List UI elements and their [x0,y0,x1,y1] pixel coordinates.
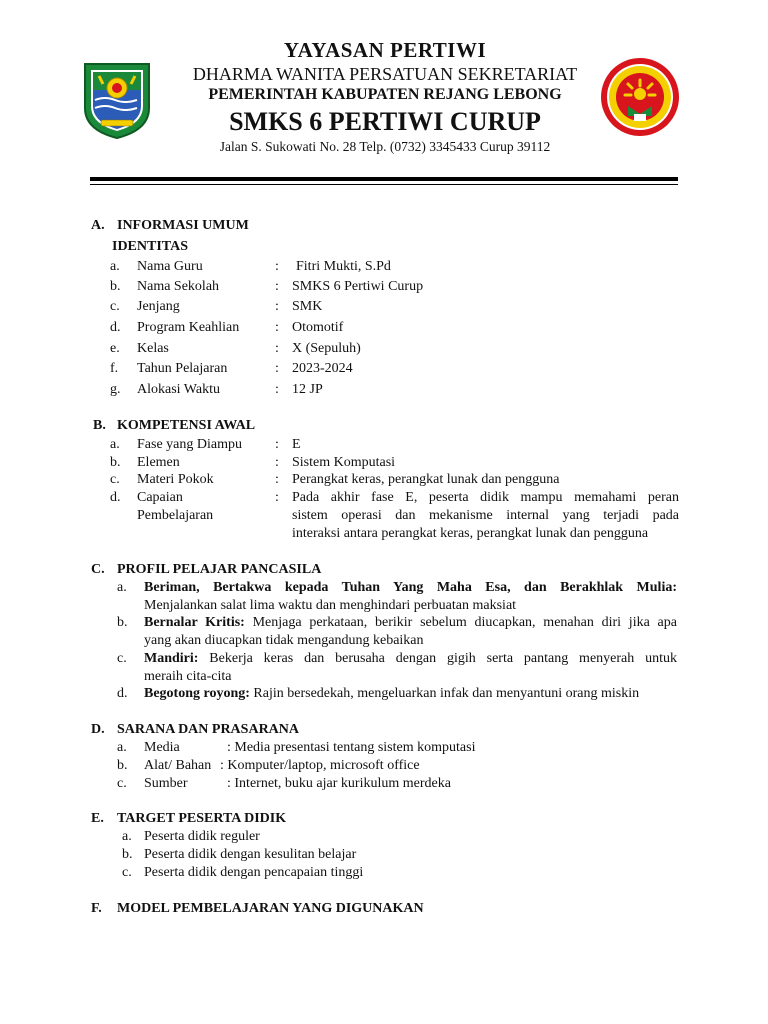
profile-line [144,685,639,703]
list-marker: g. [110,382,121,397]
list-marker: c. [117,651,127,666]
foundation-name: YAYASAN PERTIWI [283,38,487,62]
field-separator: : [275,472,279,487]
profile-text: Menjaga perkataan, berikir sebelum diucapkan, menahan diri jika apa [244,615,677,630]
field-value: 2023-2024 [292,361,353,376]
field-label: Sumber [144,776,188,791]
field-value: X (Sepuluh) [292,341,361,356]
field-label: Kelas [137,341,169,356]
section-a-letter: A. [91,218,105,233]
field-label: Capaian [137,490,183,505]
section-f-title: MODEL PEMBELAJARAN YANG DIGUNAKAN [117,901,424,916]
field-separator: : [275,455,279,470]
list-item-text: Peserta didik dengan pencapaian tinggi [144,865,364,880]
field-label: Alokasi Waktu [137,382,220,397]
field-value: 12 JP [292,382,323,397]
profile-text: Rajin bersedekah, mengeluarkan infak dan menyantuni orang miskin [249,686,640,701]
school-name: SMKS 6 PERTIWI CURUP [229,107,541,136]
field-label: Nama Sekolah [137,279,220,294]
field-label: Alat/ Bahan [144,758,212,773]
section-b-letter: B. [93,418,106,433]
field-value: SMKS 6 Pertiwi Curup [292,279,424,294]
field-label: Jenjang [137,299,180,314]
profile-text-continued: meraih cita-cita [144,669,232,684]
field-label: Nama Guru [137,259,203,274]
list-item-text: Peserta didik dengan kesulitan belajar [144,847,357,862]
list-marker: a. [110,437,120,452]
list-marker: b. [122,847,133,862]
field-label: Program Keahlian [137,320,240,335]
field-separator: : [275,259,279,274]
profile-text-continued: yang akan diucapkan tidak mengandung kebaikan [144,633,424,648]
list-marker: d. [110,490,121,505]
section-d-title: SARANA DAN PRASARANA [117,722,300,737]
learning-outcome-line: sistem operasi dan mekanisme internal yang terjadi pada [292,508,679,523]
list-marker: c. [110,299,120,314]
government-name: PEMERINTAH KABUPATEN REJANG LEBONG [208,86,562,103]
field-separator: : [275,299,279,314]
profile-heading: Begotong royong: [144,686,250,701]
profile-line [144,579,677,597]
list-marker: d. [117,686,128,701]
profile-heading: Mandiri: [144,651,199,666]
field-value: Sistem Komputasi [292,455,396,470]
field-separator: : [275,341,279,356]
field-label: Fase yang Diampu [137,437,242,452]
field-value: : Internet, buku ajar kurikulum merdeka [227,776,451,791]
field-separator: : [275,382,279,397]
profile-line [144,650,677,668]
organization-name: DHARMA WANITA PERSATUAN SEKRETARIAT [192,64,578,84]
list-marker: a. [117,580,127,595]
section-a-subtitle: IDENTITAS [112,239,188,254]
rejang-lebong-crest-logo [81,60,153,140]
field-separator: : [275,490,279,505]
header-divider-thick [90,177,678,181]
section-f-letter: F. [91,901,102,916]
list-marker: b. [110,279,121,294]
school-address: Jalan S. Sukowati No. 28 Telp. (0732) 3345433 Curup 39112 [219,139,551,154]
field-separator: : [275,320,279,335]
profile-heading: Bernalar Kritis: [144,615,245,630]
field-separator: : [275,437,279,452]
section-e-title: TARGET PESERTA DIDIK [117,811,287,826]
section-a-title: INFORMASI UMUM [117,218,249,233]
field-value: : Media presentasi tentang sistem komputasi [227,740,476,755]
list-marker: c. [110,472,120,487]
list-marker: a. [110,259,120,274]
section-c-letter: C. [91,562,105,577]
list-marker: d. [110,320,121,335]
header-divider-thin [90,184,678,185]
list-marker: b. [110,455,121,470]
profile-heading: Beriman, Bertakwa kepada Tuhan Yang Maha Esa, dan Berakhlak Mulia: [144,580,677,595]
list-marker: a. [122,829,132,844]
field-label-continued: Pembelajaran [137,508,214,523]
list-marker: a. [117,740,127,755]
section-d-letter: D. [91,722,105,737]
learning-outcome-line: interaksi antara perangkat keras, perangkat lunak dan pengguna [292,526,649,541]
list-item-text: Peserta didik reguler [144,829,260,844]
profile-text: Bekerja keras dan berusaha dengan gigih serta pantang menyerah untuk [198,651,677,666]
field-separator: : [275,361,279,376]
profile-line [144,614,677,632]
field-label: Tahun Pelajaran [137,361,228,376]
section-c-title: PROFIL PELAJAR PANCASILA [117,562,322,577]
field-value: SMK [292,299,323,314]
list-marker: e. [110,341,120,356]
learning-outcome-line: Pada akhir fase E, peserta didik mampu memahami peran [292,490,679,505]
list-marker: f. [110,361,119,376]
section-b-title: KOMPETENSI AWAL [117,418,256,433]
section-e-letter: E. [91,811,104,826]
field-value: Perangkat keras, perangkat lunak dan pengguna [292,472,560,487]
field-label: Materi Pokok [137,472,214,487]
field-value: Otomotif [292,320,344,335]
profile-text-continued: Menjalankan salat lima waktu dan menghindari perbuatan maksiat [144,598,517,613]
list-marker: b. [117,615,128,630]
field-label: Media [144,740,180,755]
field-value: Fitri Mukti, S.Pd [296,259,391,274]
field-value: : Komputer/laptop, microsoft office [220,758,420,773]
field-value: E [292,437,301,452]
list-marker: b. [117,758,128,773]
field-label: Elemen [137,455,180,470]
list-marker: c. [117,776,127,791]
list-marker: c. [122,865,132,880]
field-separator: : [275,279,279,294]
